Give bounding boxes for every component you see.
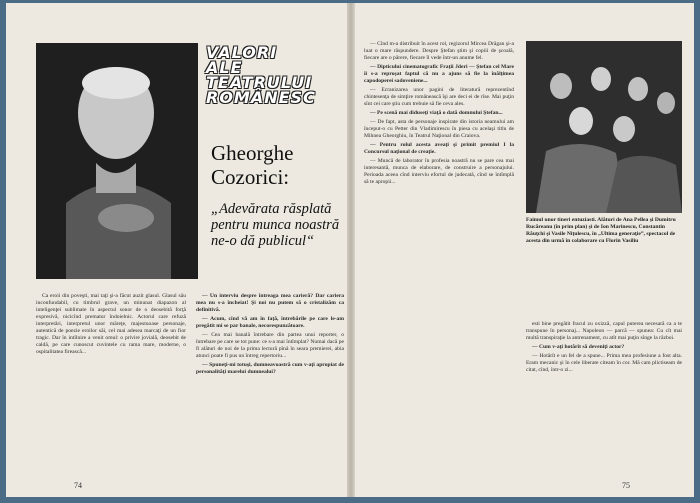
actor-portrait-photo bbox=[36, 43, 198, 279]
interview-answer: — Muncă de laborator în profesia noastră nu se pare cea mai interesantă, munca de elaborare, de construire a personajului. Perioada aceea cînd interviu efortul de judecată, cînd se întîmplă să te apropii... bbox=[364, 158, 514, 185]
right-page bbox=[354, 3, 694, 497]
left-column-2 bbox=[196, 293, 344, 478]
interview-question: — Dipticului cinematografic Fraţii Jderi — Ştefan cel Mare îi s-a reproşat faptul că nu a ajuns să fie la înălţimea capodoperei sadoveniene... bbox=[364, 64, 514, 84]
photo-caption: Faimul unor tineri entuziasti. Alături de Ana Pellea şi Dumitru Rucăreanu (în prim plan) şi de Ion Marinescu, Constantin Răuţchi şi Vasile Niţulescu, în „Ultima generaţie”, spectacol de acesta din urmă în colaborare cu Florin Vasiliu bbox=[526, 217, 676, 244]
interview-answer: esti bine pregătit fracul zu oxizză, capul puterea necesară ca a te transpune în personaj... Napoleon — parcă — spunea: Cu cît mai multă transpiraţie la antrenament, cu atît mai puţin sînge la război. bbox=[526, 321, 682, 341]
actor-first-name: Gheorghe bbox=[211, 141, 294, 165]
actor-last-name: Cozorici: bbox=[211, 165, 290, 189]
series-title-line: ROMÂNESC bbox=[206, 88, 316, 107]
interview-answer: — De fapt, asta de personaje inspirate din istoria neamului am început-o cu Petter din Vladimirescu în piesa cu acelaşi titlu de Mihnea Gheorghiu, în Teatrul Naţional din Craiova. bbox=[364, 119, 514, 139]
actor-portrait-image bbox=[36, 43, 198, 279]
left-page-number: 74 bbox=[74, 481, 82, 490]
interview-question: — Un interviu despre întreaga mea carieră? Dar cariera mea nu s-a încheiat! Şi noi nu putem să o cristalizăm ca definitivă. bbox=[196, 293, 344, 313]
actor-name bbox=[211, 141, 346, 189]
interview-answer: — Ecranizarea unor pagini de literatură reprezentînd chintesenţa de simţire românească îşi are deci ei de rîse. Mai puţin sînt cei care ştiu cum trebuie să fie ceva ales. bbox=[364, 87, 514, 107]
interview-answer: — Cînd m-a distribuit în acest rol, regizorul Mircea Drăgan şi-a luat o mare răspundere. Despre Ştefan ştim şi copiii de şcoală, fiecare are o părere, fiecare îl vede într-un anume fel. bbox=[364, 41, 514, 61]
interview-question: — Pentru rolul acesta aveaţi şi primit premiul I la Concursul naţional de creaţie. bbox=[364, 142, 514, 155]
headline-quote: „Adevărata răsplată pentru munca noastră ne-o dă publicul“ bbox=[211, 201, 340, 249]
magazine-spread bbox=[6, 3, 694, 497]
interview-answer: — Hotărît e un fel de a spune... Prima mea profesiune a fost alta. Eram mecanic şi în cele liberate citeam în cor. Mă cam plictiseam de citat, cînd, într-o zi... bbox=[526, 353, 682, 373]
group-image bbox=[526, 41, 682, 213]
interview-question: — Acum, cînd vă am în faţă, întrebările pe care le-am pregătit mi se par banale, necorespunzătoare. bbox=[196, 316, 344, 329]
interview-question: — Spuneţi-mi totuşi, dumneavoastră cum v-aţi apropiat de personalităţi marelui dumnealui? bbox=[196, 362, 344, 375]
interview-question: — Cum v-aţi hotărît să deveniţi actor? bbox=[532, 344, 625, 350]
right-column-1 bbox=[364, 41, 514, 471]
left-column-1 bbox=[36, 293, 186, 458]
intro-paragraph: Ca eroii din poveşti, mai taţi şi-a făcut auzit glasul. Glasul său inconfundabil, cu timbrul grave, un minunat diapazon al inteligenţei sublimate în aspectul sonor de o deosebită forţă expresivă, nicicînd prematur îndoielnic. Actorul care refuză interpretări, interpretul unor măreţe, majestuoase personaje, autentică de poezie eroilor săi, cel mai adesea marcaţi de un fior tragic. Dar în intîlnire a venit omul: o privire jovială, deosebit de caldă, pe care cunoscut cuvintele cu rama mare, moderne, o ospitalitatea firească... bbox=[36, 293, 186, 355]
series-title-line: VALORI bbox=[206, 43, 278, 62]
left-page bbox=[6, 3, 348, 497]
right-page-number: 75 bbox=[622, 481, 630, 490]
series-title-line: ALE bbox=[206, 58, 243, 77]
right-column-2 bbox=[526, 321, 682, 471]
group-photo bbox=[526, 41, 682, 213]
interview-answer: — Cea mai banală întrebare din partea unui reporter, o întrebare pe care se tot pune: ce s-a mai întîmplat? Numai dacă pe fi alături de noi de la prima lectură pînă în seara premierei, abia atunci poate fi pus un întreg repertoriu... bbox=[196, 332, 344, 359]
series-title-line: TEATRULUI bbox=[206, 73, 313, 92]
series-title bbox=[206, 45, 346, 105]
interview-question: — Pe scenă mai diduseţi viaţă o dată domnului Ştefan... bbox=[370, 110, 503, 116]
